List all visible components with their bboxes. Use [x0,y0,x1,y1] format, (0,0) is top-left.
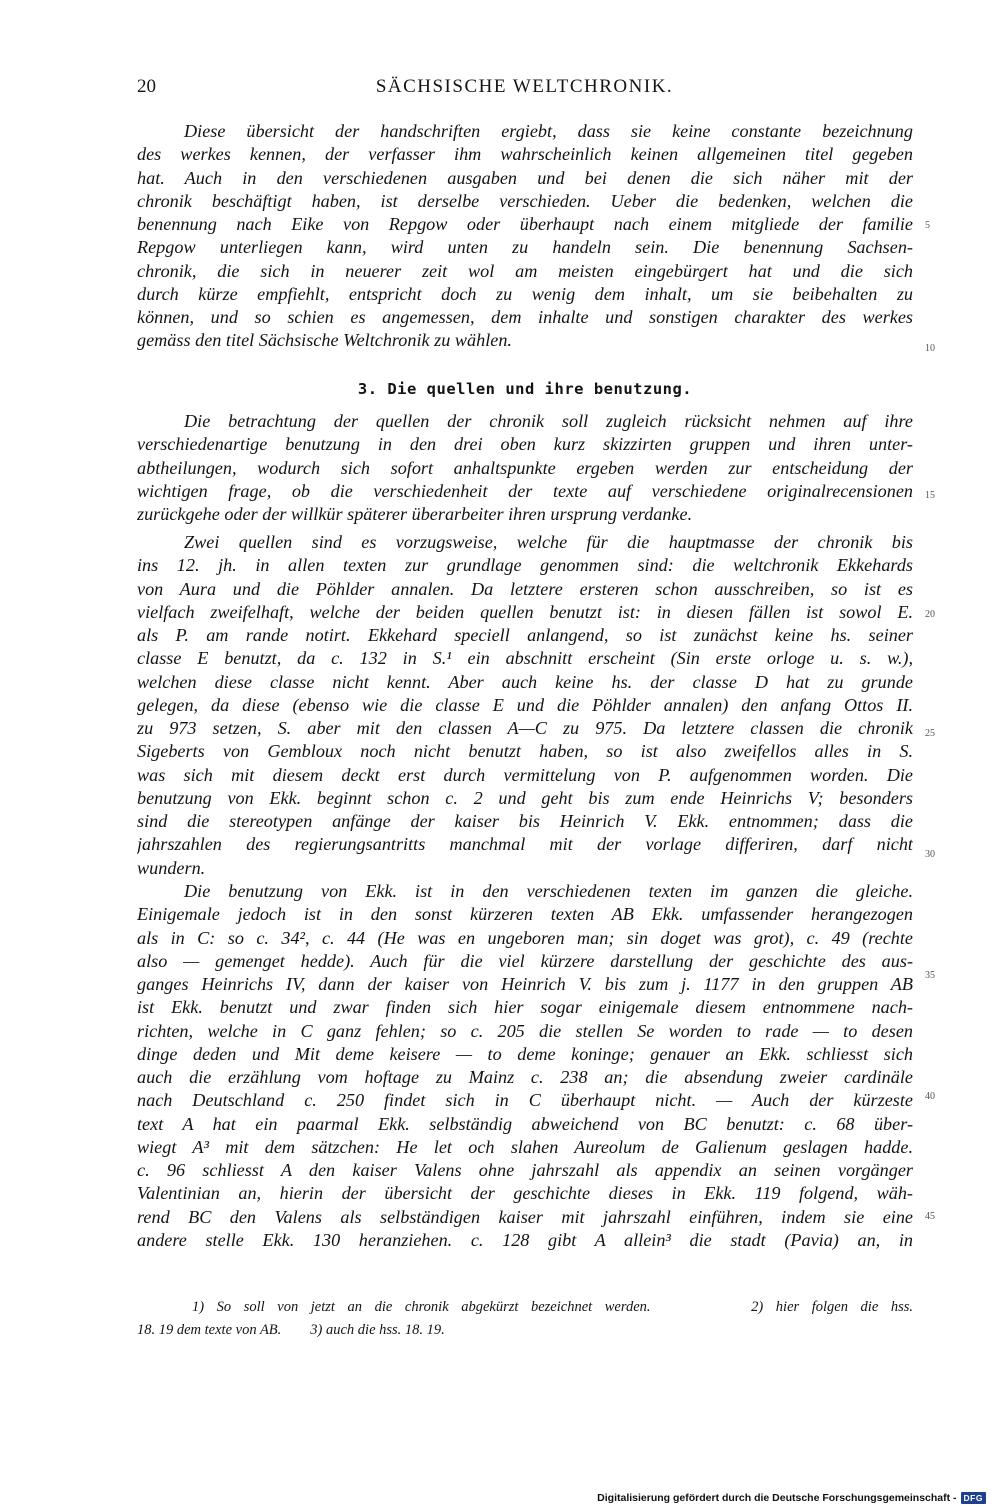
margin-line-number: 10 [925,343,935,354]
margin-line-number: 45 [925,1211,935,1222]
text-line: zurückgehe oder der willkür späterer überarbeiter ihren ursprung verdanke. [137,504,693,524]
text-line: Die benutzung von Ekk. ist in den verschiedenen texten im ganzen die gleiche. [184,881,913,901]
text-line: von Aura und die Pöhlder annalen. Da letztere ersteren schon ausschreiben, so ist es [137,578,913,599]
text-line: können, und so schien es angemessen, dem inhalte und sonstigen charakter des werkes [137,307,913,327]
paragraph-2 [137,410,913,526]
text-line: also — gemenget hedde). Auch für die viel kürzere darstellung der geschichte des aus- [137,950,913,971]
text-line: c. 96 schliesst A den kaiser Valens ohne jahrszahl als appendix an seinen vorgänger [137,1160,913,1180]
text-line: nach Deutschland c. 250 findet sich in C überhaupt nicht. — Auch der kürzeste [137,1090,913,1111]
margin-line-number: 5 [925,220,930,231]
text-line: chronik beschäftigt haben, ist derselbe verschieden. Ueber die bedenken, welchen die [137,190,913,211]
text-line: als in C: so c. 34², c. 44 (He was en ungeboren man; sin doget was grot), c. 49 (rechte [137,927,913,948]
footnote-line: 1) So soll von jetzt an die chronik abgekürzt bezeichnet werden. 2) hier folgen die hss. [192,1299,913,1315]
text-line: durch kürze empfiehlt, entspricht doch zu wenig dem inhalt, um sie beibehalten zu [137,283,913,304]
text-line: ganges Heinrichs IV, dann der kaiser von Heinrich V. bis zum j. 1177 in den gruppen AB [137,974,913,994]
text-line: zu 973 setzen, S. aber mit den classen A—C zu 975. Da letztere classen die chronik [137,718,913,738]
text-line: dinge deden und Mit deme keisere — to deme koninge; genauer an Ekk. schliesst sich [137,1043,913,1064]
margin-line-number: 20 [925,609,935,620]
text-line: rend BC den Valens als selbständigen kaiser mit jahrszahl einführen, indem sie eine [137,1206,913,1227]
text-line: als P. am rande notirt. Ekkehard speciell anlangend, so ist zunächst keine hs. seiner [137,625,913,645]
text-line: sind die stereotypen anfänge der kaiser bis Heinrich V. Ekk. entnommen; dass die [137,811,913,831]
paragraph-3 [137,531,913,880]
text-line: Einigemale jedoch ist in den sonst kürzeren texten AB Ekk. umfassender herangezogen [137,904,913,925]
text-line: hat. Auch in den verschiedenen ausgaben und bei denen die sich näher mit der [137,167,913,188]
paragraph-1 [137,120,913,353]
text-line: wichtigen frage, ob die verschiedenheit der texte auf verschiedene originalrecensionen [137,480,913,501]
text-line: vielfach zweifelhaft, welche der beiden quellen benutzt ist: in diesen fällen ist sowol E. [137,601,913,622]
text-line: Repgow unterliegen kann, wird unten zu handeln sein. Die benennung Sachsen- [137,237,913,258]
text-line: wundern. [137,857,206,878]
margin-line-number: 35 [925,970,935,981]
text-line: abtheilungen, wodurch sich sofort anhaltspunkte ergeben werden zur entscheidung der [137,457,913,478]
text-line: Valentinian an, hierin der übersicht der geschichte dieses in Ekk. 119 folgend, wäh- [137,1183,913,1204]
text-line: andere stelle Ekk. 130 heranziehen. c. 128 gibt A allein³ die stadt (Pavia) an, in [137,1229,913,1250]
page-header [137,76,912,102]
text-line: verschiedenartige benutzung in den drei oben kurz skizzirten gruppen und ihren unter- [137,434,913,455]
paragraph-4 [137,880,913,1252]
text-line: benennung nach Eike von Repgow oder überhaupt nach einem mitgliede der familie [137,214,913,234]
text-line: ist Ekk. benutzt und zwar finden sich hier sogar einigemale diesem entnommene nach- [137,997,913,1018]
text-line: richten, welche in C ganz fehlen; so c. 205 die stellen Se worden to rade — to desen [137,1020,913,1041]
margin-line-number: 15 [925,490,935,501]
text-line: Zwei quellen sind es vorzugsweise, welche für die hauptmasse der chronik bis [184,532,913,552]
footnote-line: 18. 19 dem texte von AB. 3) auch die hss. 18. 19. [137,1322,445,1338]
margin-line-number: 30 [925,849,935,860]
text-line: benutzung von Ekk. beginnt schon c. 2 und geht bis zum ende Heinrichs V; besonders [137,787,913,808]
text-line: chronik, die sich in neuerer zeit wol am meisten eingebürgert hat und die sich [137,260,913,281]
text-line: gemäss den titel Sächsische Weltchronik zu wählen. [137,330,512,351]
credit-text: Digitalisierung gefördert durch die Deutsche Forschungsgemeinschaft - [597,1491,957,1504]
text-line: gelegen, da diese (ebenso wie die classe E und die Pöhlder annalen) den anfang Ottos II. [137,694,913,715]
text-line: text A hat ein paarmal Ekk. selbständig abweichend von BC benutzt: c. 68 über- [137,1113,913,1134]
dfg-logo-icon: DFG [961,1492,986,1504]
text-line: Sigeberts von Gembloux noch nicht benutzt haben, so ist also zweifellos alles in S. [137,741,913,762]
text-line: was sich mit diesem deckt erst durch vermittelung von P. aufgenommen worden. Die [137,764,913,785]
text-line: des werkes kennen, der verfasser ihm wahrscheinlich keinen allgemeinen titel gegeben [137,144,913,165]
text-line: ins 12. jh. in allen texten zur grundlage genommen sind: die weltchronik Ekkehards [137,555,913,576]
footnotes [137,1296,913,1342]
text-line: jahrszahlen des regierungsantritts manchmal mit der vorlage differiren, darf nicht [137,834,913,855]
text-line: auch die erzählung vom hoftage zu Mainz c. 238 an; die absendung zweier cardinäle [137,1067,913,1087]
text-line: classe E benutzt, da c. 132 in S.¹ ein abschnitt erscheint (Sin erste orloge u. s. w.), [137,648,913,669]
margin-line-number: 40 [925,1091,935,1102]
section-heading: 3. Die quellen und ihre benutzung. [357,380,693,398]
margin-line-number: 25 [925,728,935,739]
page-number: 20 [137,76,156,97]
text-line: Die betrachtung der quellen der chronik soll zugleich rücksicht nehmen auf ihre [184,411,913,431]
digitization-credit [597,1489,986,1506]
running-title: SÄCHSISCHE WELTCHRONIK. [375,76,674,97]
text-line: wiegt A³ mit dem sätzchen: He let och slahen Aureolum de Galienum geslagen hadde. [137,1136,913,1157]
text-line: welchen diese classe nicht kennt. Aber auch keine hs. der classe D hat zu grunde [137,671,913,692]
text-line: Diese übersicht der handschriften ergiebt, dass sie keine constante bezeichnung [184,121,913,141]
